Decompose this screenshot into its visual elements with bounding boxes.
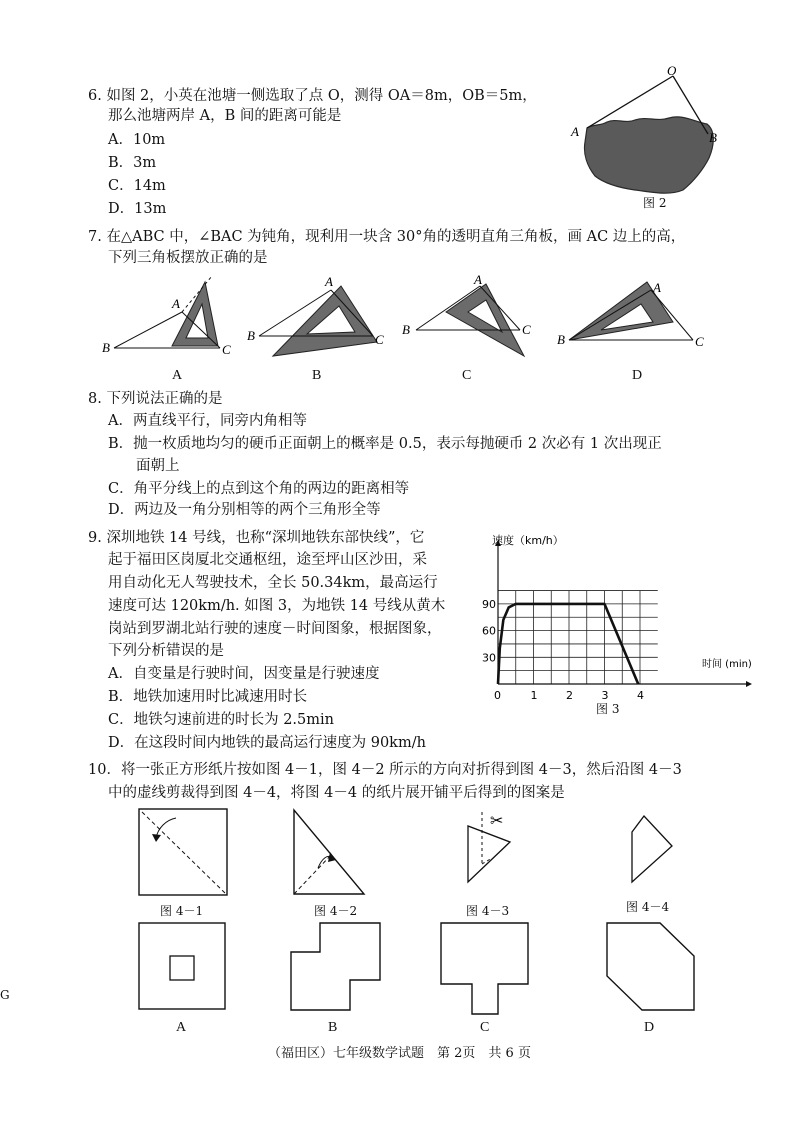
q9-option-b: B．地铁加速用时比减速用时长 [108,689,308,705]
point-o-label: O [667,63,677,78]
q8-option-c: C．角平分线上的点到这个角的两边的距离相等 [108,481,410,497]
q9-line-6: 下列分析错误的是 [108,643,224,659]
figure-4-1-caption: 图 4－1 [160,904,204,918]
q10-option-b-figure [290,922,390,1012]
q10-option-a-figure [138,922,228,1012]
q10-option-d-letter: D [644,1020,655,1035]
q10-line-1: 10．将一张正方形纸片按如图 4－1，图 4－2 所示的方向对折得到图 4－3，然后沿图 4－3 [88,762,682,778]
y-tick-label: 30 [482,651,496,665]
q10-line-2: 中的虚线剪裁得到图 4－4，将图 4－4 的纸片展开铺平后得到的图案是 [108,785,565,801]
figure-4-3 [462,808,532,888]
x-tick-label: 1 [530,689,538,702]
x-tick-label: 0 [494,689,501,702]
vertex-a-label: A [325,274,333,289]
q9-option-a: A．自变量是行驶时间，因变量是行驶速度 [108,666,380,682]
q7-figure-c [400,272,550,362]
q8-option-a: A．两直线平行，同旁内角相等 [108,413,307,429]
q9-line-3: 用自动化无人驾驶技术，全长 50.34km，最高运行 [108,575,438,591]
vertex-b-label: B [247,328,255,343]
q6-option-c: C．14m [108,178,166,194]
q8-option-b-continued: 面朝上 [136,458,180,474]
q7-option-d-letter: D [632,368,643,383]
pond-shape [584,117,713,193]
stepped-shape [291,923,380,1010]
q8-line-1: 8. 下列说法正确的是 [88,391,223,407]
q8-option-d: D．两边及一角分别相等的两个三角形全等 [108,502,381,518]
vertex-a-label: A [653,280,661,295]
chart-x-axis-label: 时间 (min) [702,659,752,670]
q7-line-1: 7. 在△ABC 中，∠BAC 为钝角，现利用一块含 30°角的透明直角三角板，画 AC 边上的高， [88,229,686,245]
q10-option-d-figure [606,922,696,1012]
notched-shape [441,923,528,1014]
q9-line-4: 速度可达 120km/h. 如图 3，为地铁 14 号线从黄木 [108,598,446,614]
q10-option-b-letter: B [328,1020,338,1035]
vertex-c-label: C [522,322,531,337]
q9-option-c: C．地铁匀速前进的时长为 2.5min [108,712,334,728]
q7-figure-a [100,268,250,358]
inner-square-hole [170,956,194,980]
vertex-b-label: B [557,332,565,347]
q9-line-2: 起于福田区岗厦北交通枢纽，途至坪山区沙田，采 [108,552,427,568]
vertex-c-label: C [375,332,384,347]
q7-figure-b [245,272,395,362]
chart-y-axis-label: 速度（km/h） [492,534,564,547]
speed-time-chart [480,530,760,700]
q9-line-1: 9. 深圳地铁 14 号线，也称“深圳地铁东部快线”，它 [88,530,425,546]
q10-option-c-letter: C [480,1020,490,1035]
x-tick-label: 3 [601,689,609,702]
octagon-shape [607,923,694,1010]
y-tick-label: 90 [482,597,496,611]
q6-line-2: 那么池塘两岸 A，B 间的距离可能是 [108,108,342,124]
folded-triangle-small [468,826,510,882]
x-tick-label: 4 [637,689,644,702]
q7-line-2: 下列三角板摆放正确的是 [108,250,268,266]
figure-2-caption: 图 2 [643,196,667,210]
vertex-b-label: B [102,340,110,355]
q7-option-a-letter: A [172,368,183,383]
cut-piece [632,816,672,882]
vertex-c-label: C [222,342,231,357]
q7-option-c-letter: C [462,368,472,383]
scissors-icon: ✂ [490,811,504,830]
margin-mark: G [0,988,10,1002]
q9-line-5: 岗站到罗湖北站行驶的速度－时间图象，根据图象， [108,621,442,637]
vertex-c-label: C [695,334,704,349]
figure-4-3-caption: 图 4－3 [466,904,510,918]
q6-line-1: 6. 如图 2，小英在池塘一侧选取了点 O，测得 OA＝8m，OB＝5m， [88,88,537,104]
y-tick-label: 60 [482,624,496,638]
x-axis-arrow [746,681,752,687]
q7-option-b-letter: B [312,368,322,383]
q7-figure-d [555,272,715,362]
figure-4-4-caption: 图 4－4 [626,900,670,914]
point-a-label: A [571,124,579,139]
side-ba [114,312,182,348]
q9-option-d: D．在这段时间内地铁的最高运行速度为 90km/h [108,735,426,751]
vertex-a-label: A [172,296,180,311]
q6-option-b: B．3m [108,155,157,171]
figure-4-2 [292,808,372,898]
figure-4-4 [628,812,678,892]
q6-option-a: A．10m [108,132,166,148]
figure-4-1 [138,808,238,908]
figure-4-2-caption: 图 4－2 [314,904,358,918]
vertex-b-label: B [402,322,410,337]
q6-option-d: D．13m [108,201,167,217]
q10-option-a-letter: A [176,1020,187,1035]
x-tick-label: 2 [566,689,573,702]
page-footer: （福田区）七年级数学试题 第 2页 共 6 页 [268,1046,531,1061]
vertex-a-label: A [474,272,482,287]
figure-3-caption: 图 3 [596,702,620,716]
q10-option-c-figure [440,922,540,1018]
q8-option-b: B．抛一枚质地均匀的硬币正面朝上的概率是 0.5，表示每抛硬币 2 次必有 1 次出现正 [108,436,662,452]
folded-triangle [294,810,364,894]
point-b-label: B [709,130,717,145]
